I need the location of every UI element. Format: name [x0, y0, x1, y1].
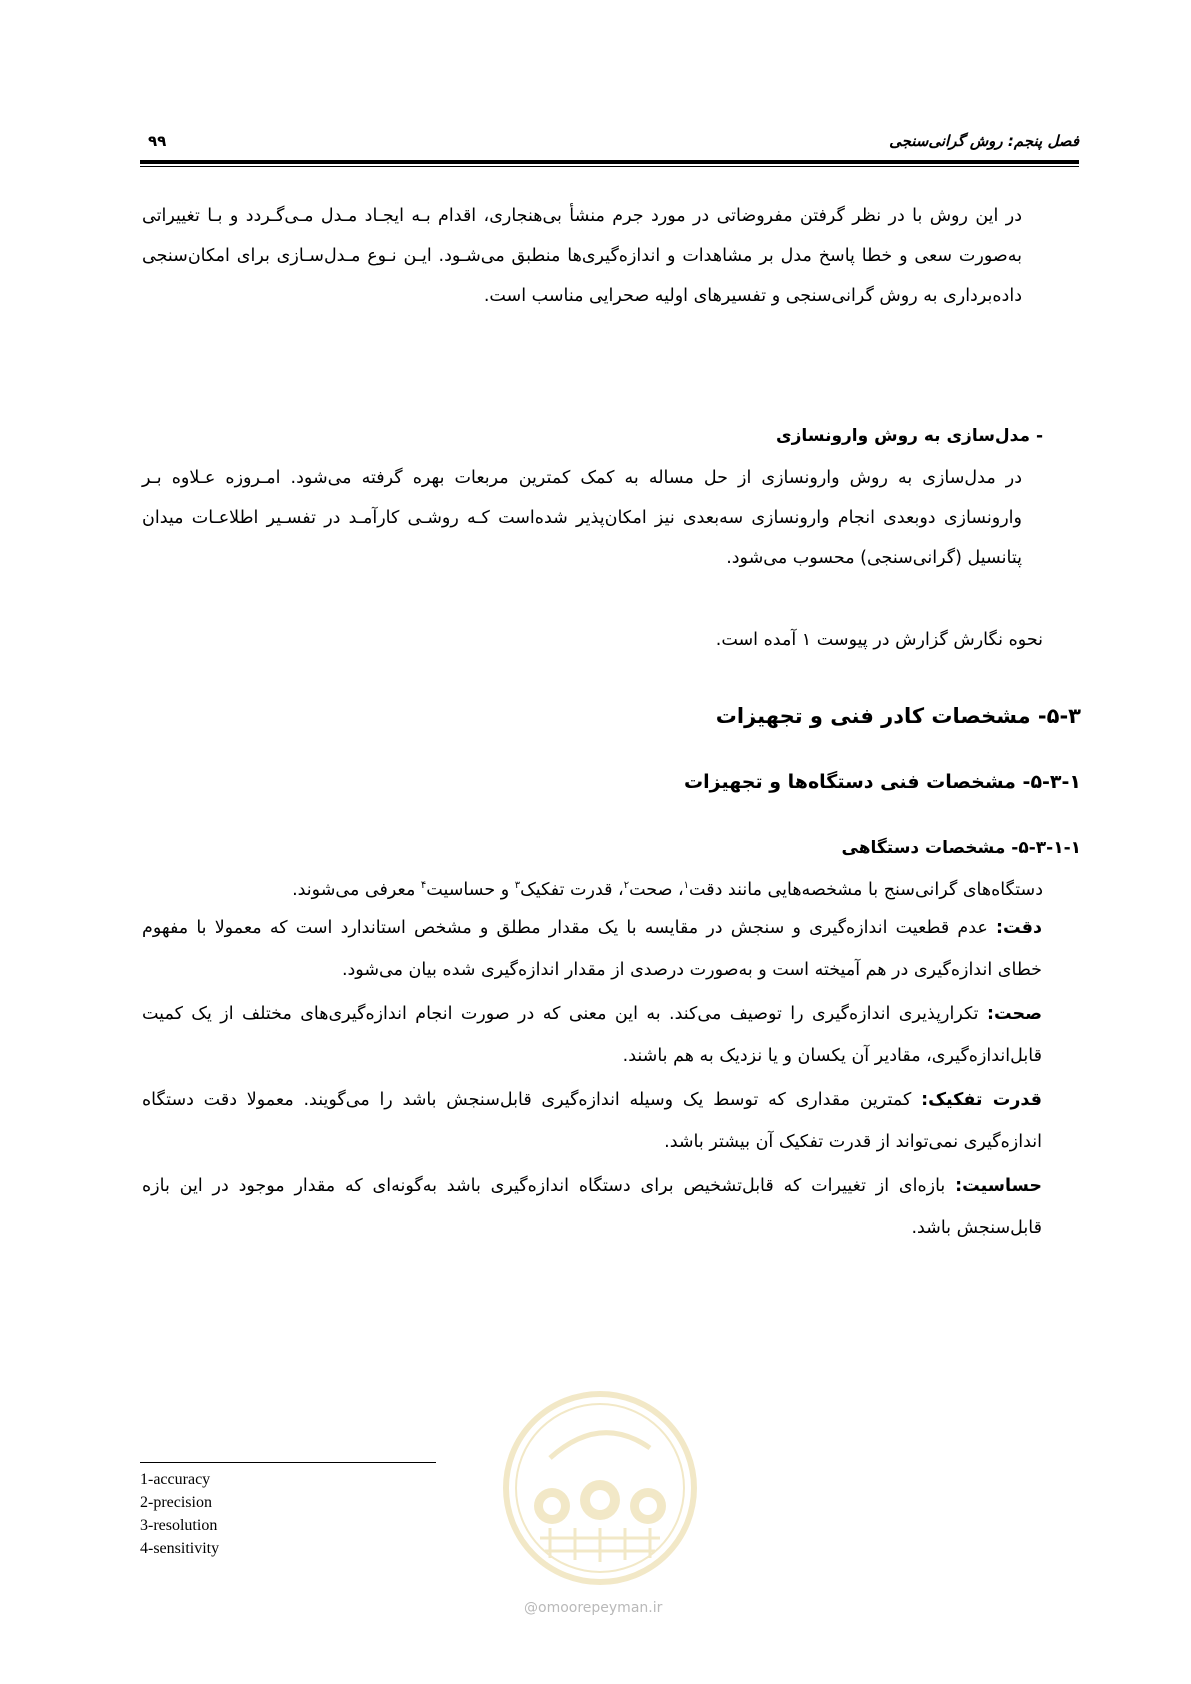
footnote-ref-1: ۱ [683, 880, 690, 891]
definition-sensitivity [142, 1165, 1042, 1249]
footnote-ref-3: ۳ [514, 880, 521, 891]
definition-text: تکرارپذیری اندازه‌گیری را توصیف می‌کند. به این معنی که در صورت انجام اندازه‌گیری‌های مختلف از یک کمیت قابل‌اندازه‌گیری، مقادیر آن یکسان و یا نزدیک به هم باشند. [142, 1004, 1042, 1066]
footnote-ref-2: ۲ [623, 880, 630, 891]
report-note: نحوه نگارش گزارش در پیوست ۱ آمده است. [715, 630, 1043, 650]
definition-precision [142, 993, 1042, 1077]
definition-term: صحت: [986, 1004, 1042, 1024]
inversion-paragraph: در مدل‌سازی به روش وارونسازی از حل مساله به کمک کمترین مربعات بهره گرفته می‌شود. امـروزه عـلاوه بـر وارونسازی دوبعدی انجام وارونسازی سه‌بعدی نیز امکان‌پذیر شده‌است کـه روشـی کارآمـد در تفسـیر اطلاعـات میدان پتانسیل (گرانی‌سنجی) محسوب می‌شود. [142, 468, 1022, 568]
section-heading-5-3: ۵-۳- مشخصات کادر فنی و تجهیزات [715, 704, 1081, 728]
inversion-heading: - مدل‌سازی به روش وارونسازی [776, 426, 1043, 446]
definition-resolution [142, 1079, 1042, 1163]
definition-term: دقت: [996, 918, 1042, 938]
footnote-ref-4: ۴ [420, 880, 427, 891]
footnote-2: 2-precision [140, 1494, 212, 1511]
header-rule-thin [140, 166, 1079, 167]
watermark-logo [500, 1388, 700, 1588]
intro-paragraph: در این روش با در نظر گرفتن مفروضاتی در مورد جرم منشأ بی‌هنجاری، اقدام بـه ایجـاد مـدل مـی‌گـردد و بـا تغییراتی به‌صورت سعی و خطا پاسخ مدل بر مشاهدات و اندازه‌گیری‌ها منطبق می‌شـود. ایـن نـوع مـدل‌سـازی برای امکان‌سنجی داده‌برداری به روش گرانی‌سنجی و تفسیرهای اولیه صحرایی مناسب است. [142, 206, 1022, 306]
definition-term: قدرت تفکیک: [921, 1090, 1042, 1110]
footnote-3: 3-resolution [140, 1517, 218, 1534]
footnote-rule [140, 1462, 436, 1463]
section-heading-5-3-1: ۵-۳-۱- مشخصات فنی دستگاه‌ها و تجهیزات [684, 771, 1081, 793]
device-specs-intro: دستگاه‌های گرانی‌سنج با مشخصه‌هایی مانند دقت$^۱$، صحت$^۲$، قدرت تفکیک$^۳$ و حساسیت$^۴$ معرفی می‌شوند. [292, 879, 1043, 900]
footnote-4: 4-sensitivity [140, 1540, 220, 1557]
definition-term: حساسیت: [955, 1176, 1042, 1196]
header-rule-thick [140, 160, 1079, 164]
footnote-1: 1-accuracy [140, 1471, 211, 1488]
page-header [140, 128, 1079, 168]
watermark-url: @omoorepeyman.ir [524, 1600, 663, 1616]
definition-accuracy [142, 907, 1042, 991]
page-number: ۹۹ [148, 132, 167, 150]
definition-text: کمترین مقداری که توسط یک وسیله اندازه‌گیری قابل‌سنجش باشد را می‌گویند. معمولا دقت دستگاه اندازه‌گیری نمی‌تواند از قدرت تفکیک آن بیشتر باشد. [142, 1090, 1042, 1152]
definition-text: عدم قطعیت اندازه‌گیری و سنجش در مقایسه با یک مقدار مطلق و مشخص استاندارد است که معمولا با مفهوم خطای اندازه‌گیری در هم آمیخته است و به‌صورت درصدی از مقدار اندازه‌گیری شده بیان می‌شود. [142, 918, 1042, 980]
definition-text: بازه‌ای از تغییرات که قابل‌تشخیص برای دستگاه اندازه‌گیری باشد به‌گونه‌ای که مقدار موجود در این بازه قابل‌سنجش باشد. [142, 1176, 1042, 1238]
footnotes [140, 1468, 219, 1560]
section-heading-5-3-1-1: ۵-۳-۱-۱- مشخصات دستگاهی [841, 838, 1081, 858]
chapter-title: فصل پنجم: روش گرانی‌سنجی [889, 132, 1079, 150]
